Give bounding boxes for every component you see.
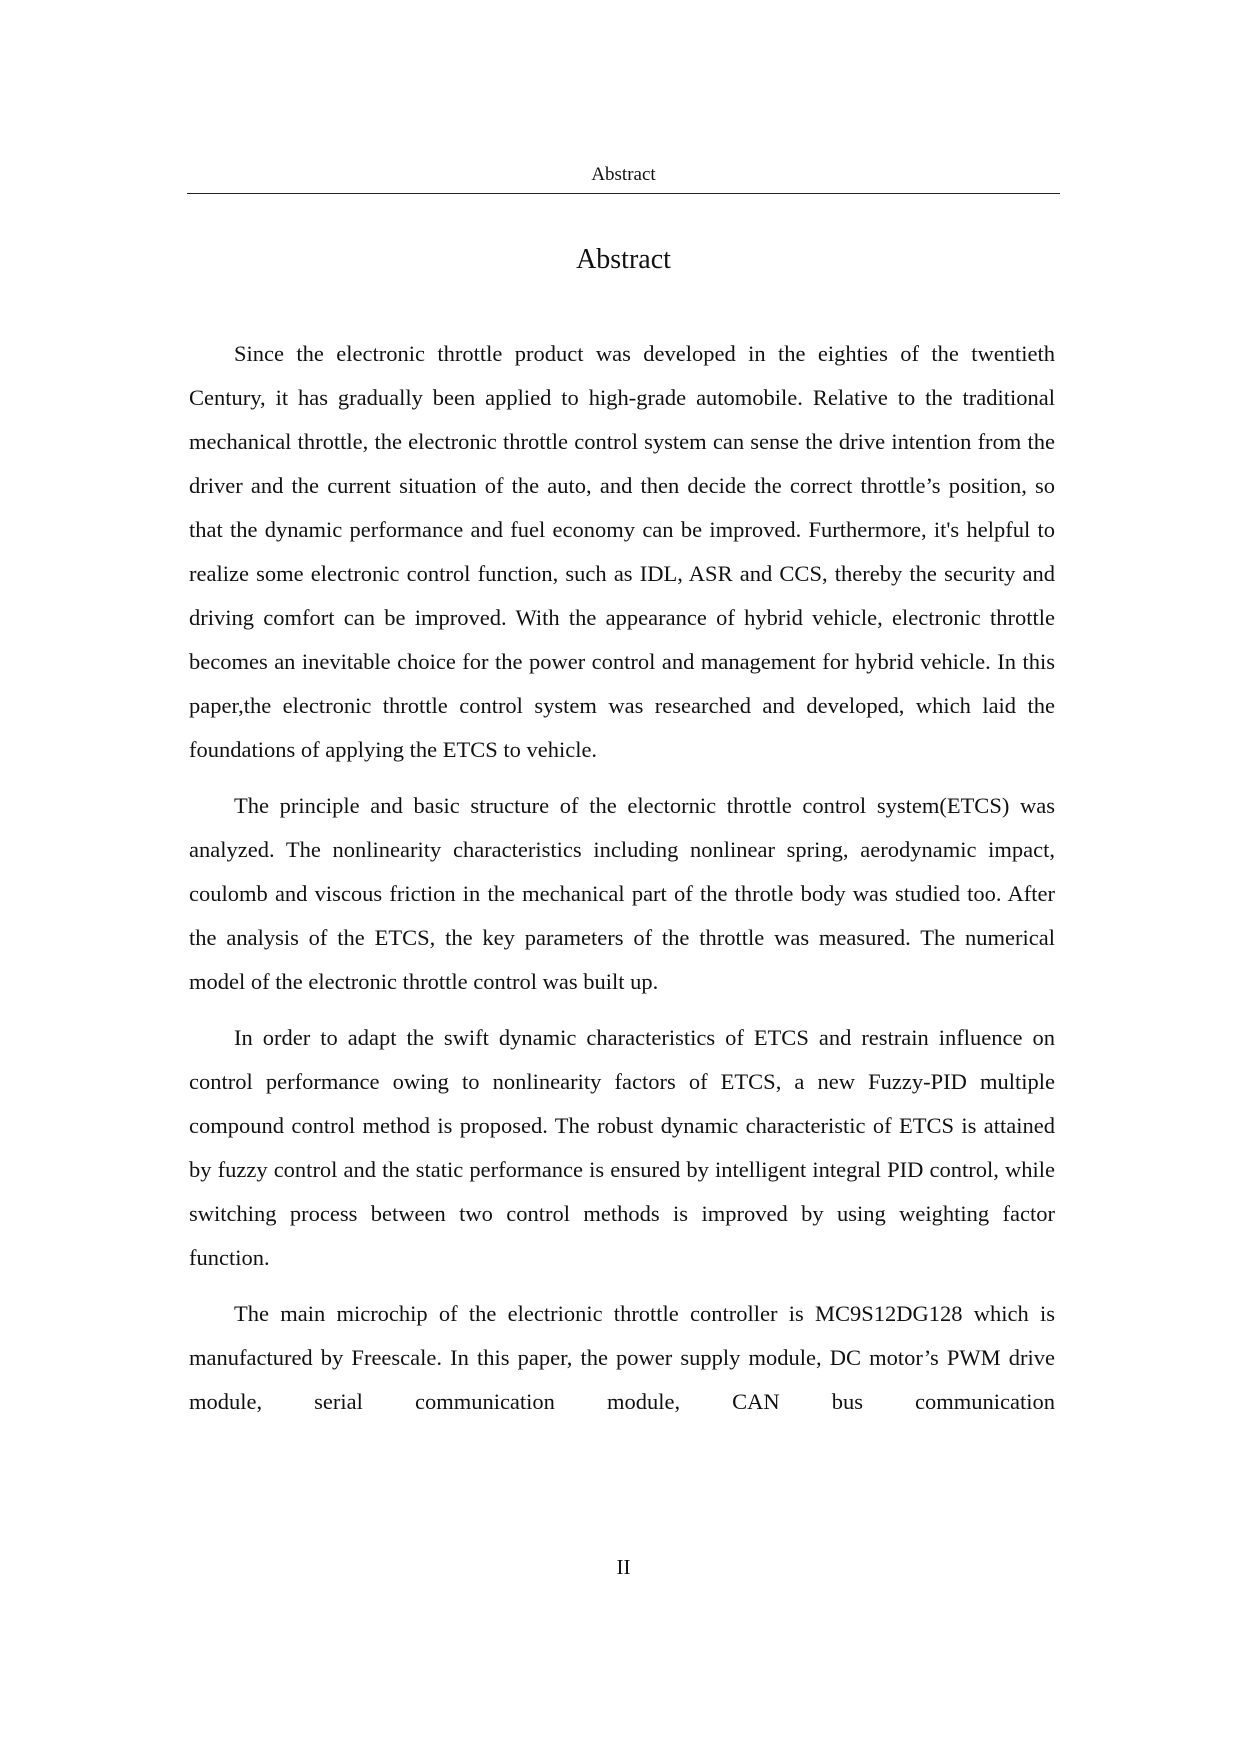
abstract-paragraph-1: Since the electronic throttle product was developed in the eighties of the twentieth Century, it has gradually been applied to high-grade automobile. Relative to the traditional mechanical throttle, the electronic throttle control system can sense the drive intention from the driver and the current situation of the auto, and then decide the correct throttle’s position, so that the dynamic performance and fuel economy can be improved. Furthermore, it's helpful to realize some electronic control function, such as IDL, ASR and CCS, thereby the security and driving comfort can be improved. With the appearance of hybrid vehicle, electronic throttle becomes an inevitable choice for the power control and management for hybrid vehicle. In this paper,the electronic throttle control system was researched and developed, which laid the foundations of applying the ETCS to vehicle. (189, 341, 1055, 762)
header-divider (187, 193, 1060, 194)
page-number: II (616, 1555, 631, 1579)
abstract-paragraph-2: The principle and basic structure of the electornic throttle control system(ETCS) was analyzed. The nonlinearity characteristics including nonlinear spring, aerodynamic impact, coulomb and viscous friction in the mechanical part of the throtle body was studied too. After the analysis of the ETCS, the key parameters of the throttle was measured. The numerical model of the electronic throttle control was built up. (189, 793, 1055, 994)
abstract-paragraph-4: The main microchip of the electrionic throttle controller is MC9S12DG128 which is manufactured by Freescale. In this paper, the power supply module, DC motor’s PWM drive module, serial communication module, CAN bus communication (189, 1301, 1055, 1414)
abstract-body (189, 332, 1055, 1436)
section-title: Abstract (576, 244, 671, 275)
abstract-paragraph-3: In order to adapt the swift dynamic characteristics of ETCS and restrain influence on control performance owing to nonlinearity factors of ETCS, a new Fuzzy-PID multiple compound control method is proposed. The robust dynamic characteristic of ETCS is attained by fuzzy control and the static performance is ensured by intelligent integral PID control, while switching process between two control methods is improved by using weighting factor function. (189, 1025, 1055, 1270)
running-header: Abstract (591, 164, 656, 185)
